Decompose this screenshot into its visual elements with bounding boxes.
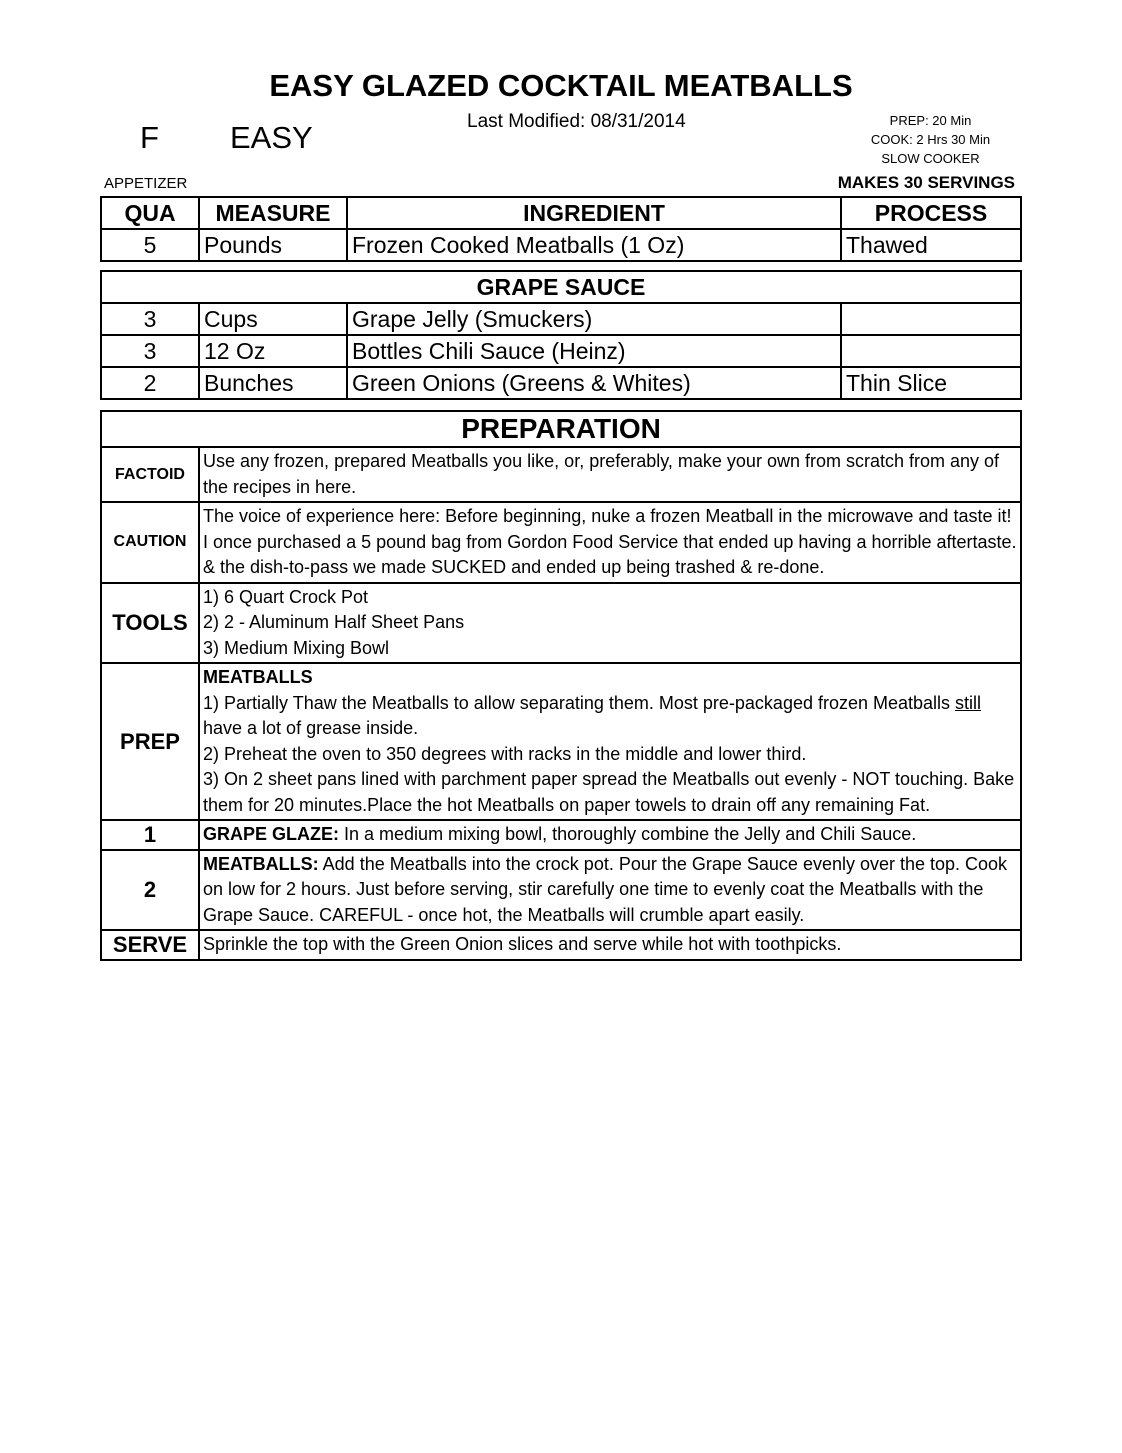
ingredients-table [100,196,1022,262]
ingredient-qty: 5 [101,229,199,261]
tool-item: 2) 2 - Aluminum Half Sheet Pans [203,612,465,632]
prep-step-3: 3) On 2 sheet pans lined with parchment paper spread the Meatballs out evenly - NOT touching. Bake them for 20 minutes.Place the hot Meatballs on paper towels to drain off any remaining Fat. [203,769,1015,815]
ingredient-measure: 12 Oz [199,335,347,367]
ingredient-row [101,303,1021,335]
ingredient-row [101,335,1021,367]
grape-sauce-table [100,270,1022,400]
header-measure: MEASURE [199,197,347,229]
step-2-label: 2 [101,850,199,931]
ingredient-process [841,335,1021,367]
prep-subheading: MEATBALLS [203,667,313,687]
ingredient-process: Thawed [841,229,1021,261]
ingredient-qty: 3 [101,303,199,335]
header-process: PROCESS [841,197,1021,229]
ingredient-qty: 3 [101,335,199,367]
prep-steps [199,663,1021,820]
prep-step-1-underlined: still [955,692,982,713]
header-qty: QUA [101,197,199,229]
serve-row [101,930,1021,960]
difficulty-label: EASY [230,120,313,155]
step-1-row [101,820,1021,850]
prep-step-1 [203,691,1017,742]
serve-label: SERVE [101,930,199,960]
prep-step-2: 2) Preheat the oven to 350 degrees with racks in the middle and lower third. [203,743,807,764]
ingredient-process [841,303,1021,335]
ingredient-measure: Pounds [199,229,347,261]
tool-item: 3) Medium Mixing Bowl [203,637,390,658]
prep-row [101,663,1021,820]
recipe-category: APPETIZER [104,175,188,192]
caution-text: The voice of experience here: Before beginning, nuke a frozen Meatball in the microwave and taste it! I once purchased a 5 pound bag from Gordon Food Service that ended up having a horrible aftertaste. & the dish-to-pass we made SUCKED and ended up being trashed & re-done. [199,502,1021,583]
step-2-text [199,850,1021,931]
preparation-heading: PREPARATION [101,411,1021,447]
step-2-body: Add the Meatballs into the crock pot. Pour the Grape Sauce evenly over the top. Cook on low for 2 hours. Just before serving, stir carefully one time to evenly coat the Meatballs with the Grape Sauce. CAREFUL - once hot, the Meatballs will crumble apart easily. [203,853,1008,925]
factoid-row [101,447,1021,502]
header-ingredient: INGREDIENT [347,197,841,229]
step-2-row [101,850,1021,931]
ingredient-row [101,367,1021,399]
step-1-text [199,820,1021,850]
ingredient-row [101,229,1021,261]
ingredient-name: Frozen Cooked Meatballs (1 Oz) [347,229,841,261]
preparation-heading-row [101,411,1021,447]
caution-label: CAUTION [101,502,199,583]
prep-step-1-text-end: have a lot of grease inside. [203,718,419,738]
serve-text: Sprinkle the top with the Green Onion slices and serve while hot with toothpicks. [199,930,1021,960]
step-1-label: 1 [101,820,199,850]
ingredient-name: Green Onions (Greens & Whites) [347,367,841,399]
ingredient-qty: 2 [101,367,199,399]
tools-label: TOOLS [101,583,199,664]
factoid-label: FACTOID [101,447,199,502]
grade-letter: F [140,120,159,155]
last-modified: Last Modified: 08/31/2014 [467,111,686,132]
grape-sauce-heading: GRAPE SAUCE [101,271,1021,303]
time-summary [848,111,1013,168]
ingredients-header-row [101,197,1021,229]
factoid-text: Use any frozen, prepared Meatballs you like, or, preferably, make your own from scratch from any of the recipes in here. [199,447,1021,502]
tools-list [199,583,1021,664]
ingredient-name: Grape Jelly (Smuckers) [347,303,841,335]
servings-count: MAKES 30 SERVINGS [837,173,1015,192]
ingredient-name: Bottles Chili Sauce (Heinz) [347,335,841,367]
cook-method: SLOW COOKER [881,151,980,166]
step-2-lead: MEATBALLS: [203,853,319,874]
caution-row [101,502,1021,583]
tools-row [101,583,1021,664]
step-1-lead: GRAPE GLAZE: [203,824,340,844]
prep-step-1-text: 1) Partially Thaw the Meatballs to allow separating them. Most pre-packaged frozen Meatballs [203,692,956,713]
ingredient-process: Thin Slice [841,367,1021,399]
prep-time: PREP: 20 Min [889,113,972,128]
grape-sauce-heading-row [101,271,1021,303]
preparation-table [100,410,1022,961]
cook-time: COOK: 2 Hrs 30 Min [870,132,991,147]
ingredient-measure: Bunches [199,367,347,399]
tool-item: 1) 6 Quart Crock Pot [203,586,369,607]
ingredient-measure: Cups [199,303,347,335]
prep-label: PREP [101,663,199,820]
step-1-body: In a medium mixing bowl, thoroughly combine the Jelly and Chili Sauce. [339,824,917,844]
recipe-title: EASY GLAZED COCKTAIL MEATBALLS [269,68,853,103]
